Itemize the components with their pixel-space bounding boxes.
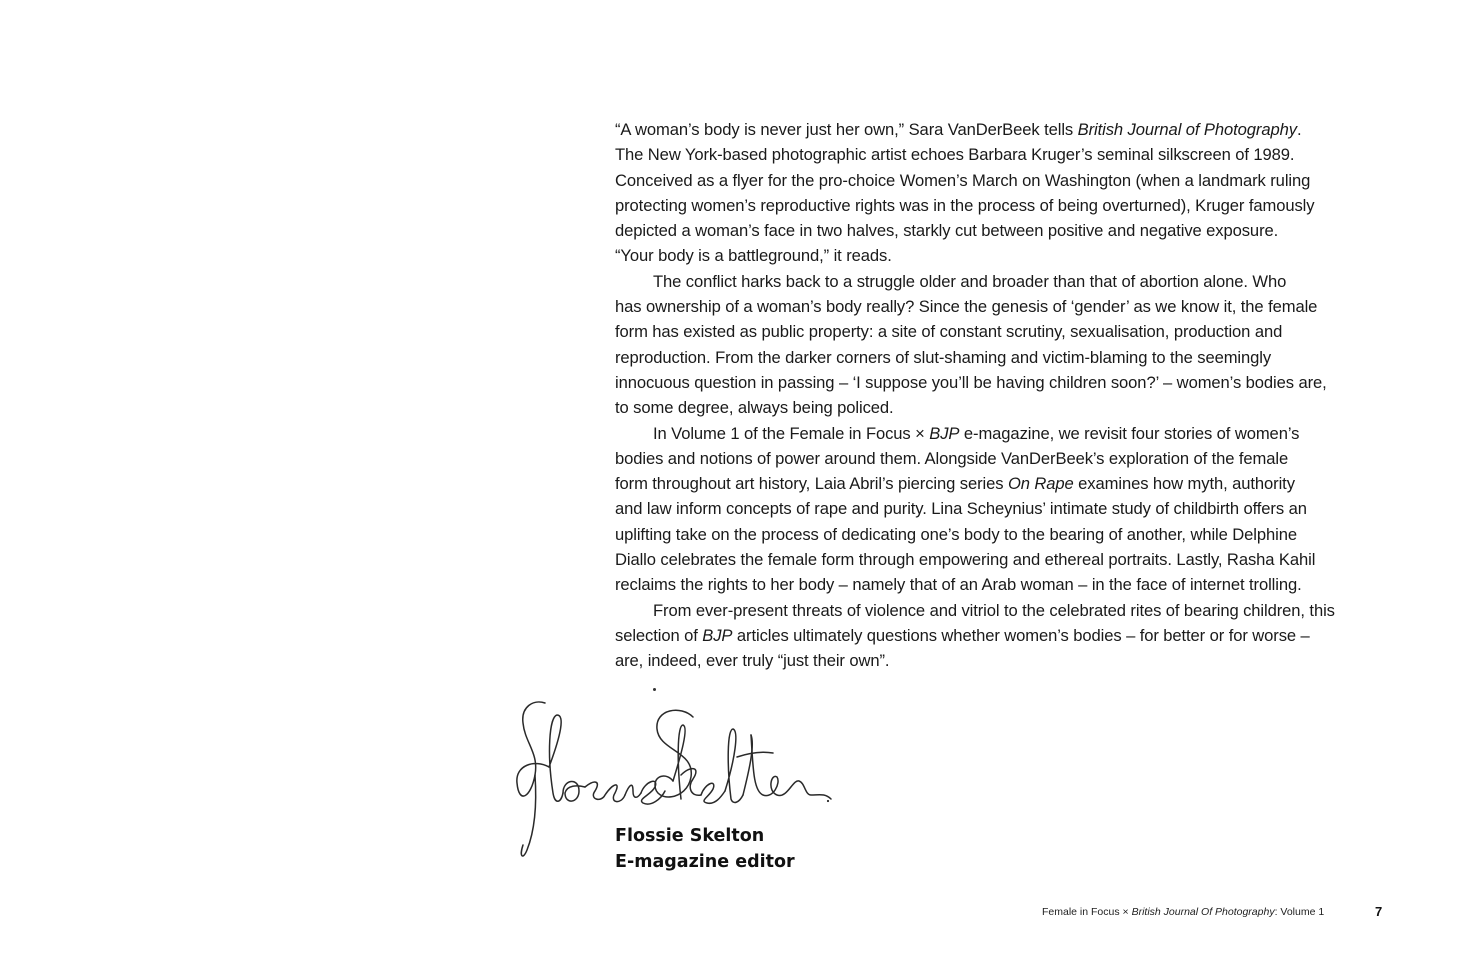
publication-abbrev: BJP xyxy=(702,625,733,645)
paragraph-2 xyxy=(615,269,1405,421)
running-footer xyxy=(1042,906,1324,918)
author-name: Flossie Skelton xyxy=(615,826,765,846)
ink-dot xyxy=(653,688,656,691)
text-run: articles ultimately questions whether women’s bodies – for better or for worse – xyxy=(732,625,1310,645)
text-line: The New York-based photographic artist echoes Barbara Kruger’s seminal silkscreen of 1989. xyxy=(615,145,1295,165)
page-number: 7 xyxy=(1375,904,1383,919)
text-line: bodies and notions of power around them. Alongside VanDerBeek’s exploration of the female xyxy=(615,448,1289,468)
text-line: “Your body is a battleground,” it reads. xyxy=(615,246,892,266)
text-line: to some degree, always being policed. xyxy=(615,398,894,418)
text-line: protecting women’s reproductive rights was in the process of being overturned), Kruger famously xyxy=(615,195,1315,215)
text-line: Diallo celebrates the female form through empowering and ethereal portraits. Lastly, Rasha Kahil xyxy=(615,550,1316,570)
text-line: form has existed as public property: a site of constant scrutiny, sexualisation, production and xyxy=(615,322,1283,342)
text-line xyxy=(615,471,1405,496)
text-line: has ownership of a woman’s body really? Since the genesis of ‘gender’ as we know it, the female xyxy=(615,297,1318,317)
text-run: The conflict harks back to a struggle older and broader than that of abortion alone. Who xyxy=(653,271,1287,291)
text-run: e-magazine, we revisit four stories of women’s xyxy=(959,423,1300,443)
paragraph-3 xyxy=(615,421,1405,598)
text-run: selection of xyxy=(615,625,703,645)
author-role: E-magazine editor xyxy=(615,852,795,872)
text-line: reclaims the rights to her body – namely that of an Arab woman – in the face of internet trolling. xyxy=(615,575,1302,595)
footer-text: Female in Focus × xyxy=(1042,906,1132,918)
text-line: are, indeed, ever truly “just their own”. xyxy=(615,651,890,671)
text-run: “A woman’s body is never just her own,” Sara VanDerBeek tells xyxy=(615,120,1078,139)
publication-title: British Journal of Photography xyxy=(1077,120,1297,139)
text-line: depicted a woman’s face in two halves, starkly cut between positive and negative exposure. xyxy=(615,221,1279,241)
paragraph-1 xyxy=(615,117,1405,269)
text-line xyxy=(615,269,1405,294)
text-line: and law inform concepts of rape and purity. Lina Scheynius’ intimate study of childbirth offers an xyxy=(615,499,1307,519)
text-line: Conceived as a flyer for the pro-choice Women’s March on Washington (when a landmark ruling xyxy=(615,170,1311,190)
text-run: In Volume 1 of the Female in Focus × xyxy=(653,423,930,443)
author-block xyxy=(615,823,795,875)
paragraph-4 xyxy=(615,598,1405,674)
text-line: innocuous question in passing – ‘I suppose you’ll be having children soon?’ – women’s bodies are, xyxy=(615,372,1327,392)
text-line: reproduction. From the darker corners of slut-shaming and victim-blaming to the seemingly xyxy=(615,347,1272,367)
text-line xyxy=(615,598,1405,623)
text-line: uplifting take on the process of dedicating one’s body to the bearing of another, while Delphine xyxy=(615,524,1297,544)
footer-publication-title: British Journal Of Photography xyxy=(1131,906,1275,918)
text-run: . xyxy=(1296,120,1302,139)
text-line xyxy=(615,421,1405,446)
text-run: From ever-present threats of violence and vitriol to the celebrated rites of bearing children, this xyxy=(653,600,1335,620)
footer-volume: : Volume 1 xyxy=(1274,906,1325,918)
series-title: On Rape xyxy=(1007,474,1074,494)
publication-abbrev: BJP xyxy=(929,423,960,443)
editorial-body xyxy=(615,117,1405,674)
text-run: form throughout art history, Laia Abril’s piercing series xyxy=(615,474,1008,494)
text-line xyxy=(615,623,1405,648)
text-line xyxy=(615,117,1405,142)
text-run: examines how myth, authority xyxy=(1073,474,1295,494)
